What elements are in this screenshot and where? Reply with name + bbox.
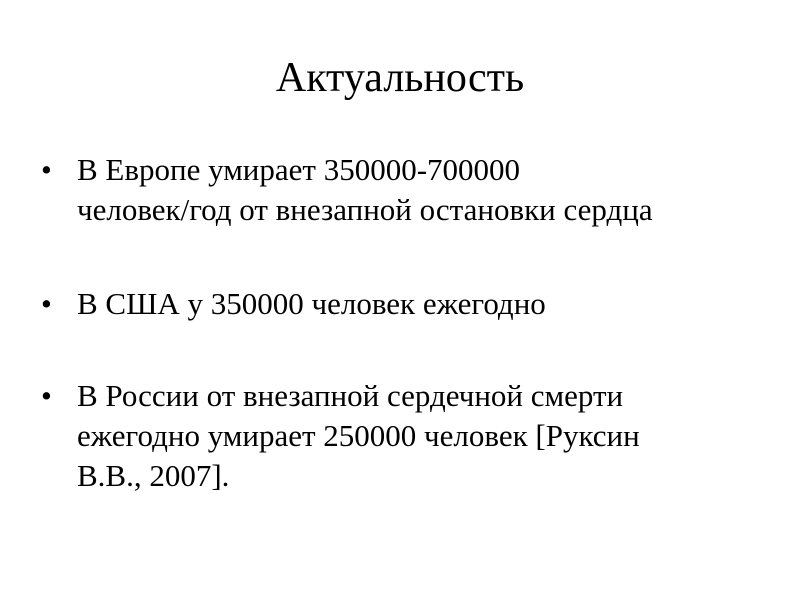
bullet-item-usa: [40, 284, 750, 324]
bullet-text-usa: В США у 350000 человек ежегодно: [77, 286, 546, 321]
bullet-item-russia: [40, 376, 750, 496]
slide-title: Актуальность: [275, 55, 525, 101]
bullet-text-russia: В России от внезапной сердечной смерти ежегодно умирает 250000 человек [Руксин В.В., 2007].: [77, 378, 640, 493]
bullet-text-europe: В Европе умирает 350000-700000 человек/год от внезапной остановки сердца: [77, 152, 653, 227]
bullet-list: [40, 150, 750, 496]
bullet-icon: •: [41, 286, 52, 321]
bullet-icon: •: [41, 378, 52, 413]
bullet-icon: •: [41, 152, 52, 187]
bullet-item-europe: [40, 150, 750, 230]
